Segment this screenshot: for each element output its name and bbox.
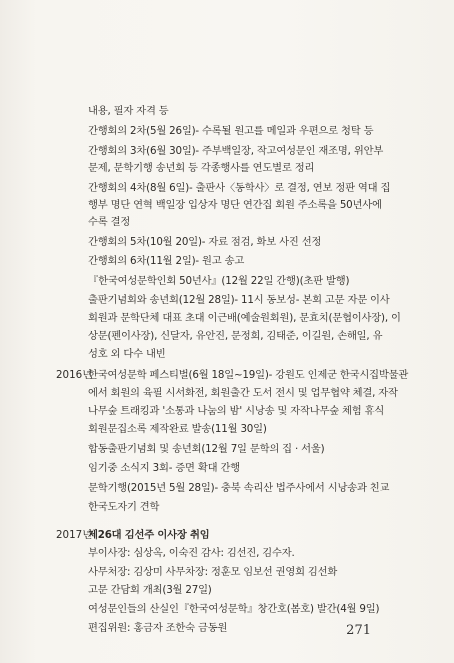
text-line: 간행회의 4차(8월 6일)- 출판사〈동학사〉로 결정, 연보 정판 역대 집 (88, 182, 391, 194)
text-line: 상문(펜이사장), 신달자, 유안진, 문정희, 김태준, 이길원, 손해일, 유 (88, 330, 383, 342)
text-line: 한국여성문학 페스티벌(6월 18일~19일)- 강원도 인제군 한국시집박물관 (88, 369, 409, 381)
text-line: 합동출판기념회 및 송년회(12월 7일 문학의 집 · 서울) (88, 443, 325, 455)
text-line: 회원과 문학단체 대표 초대 이근배(예술원회원), 문효치(문협이사장), 이 (88, 312, 401, 324)
text-line: 에서 회원의 육필 시서화전, 회원출간 도서 전시 및 업무협약 체결, 자작 (88, 387, 398, 399)
text-line: 간행회의 6차(11월 2일)- 원고 송고 (88, 255, 245, 267)
text-line: 고문 간담회 개최(3월 27일) (88, 584, 212, 596)
year-label-2017: 2017년 (56, 529, 93, 541)
text-line: 문제, 문학기행 송년회 등 각종행사를 연도별로 정리 (88, 162, 315, 174)
text-line: 성호 외 다수 내빈 (88, 348, 166, 360)
text-line: 여성문인들의 산실인『한국여성문학』창간호(봄호) 발간(4월 9일) (88, 603, 380, 615)
text-line: 사무처장: 김상미 사무차장: 정훈모 임보선 권영희 김선화 (88, 566, 338, 578)
text-line: 회원문집소록 제작완료 발송(11월 30일) (88, 423, 267, 435)
text-line: 임기중 소식지 3회- 증면 확대 간행 (88, 462, 240, 474)
year-label-2016: 2016년 (56, 369, 93, 381)
text-line: 『한국여성문학인회 50년사』(12월 22일 간행)(초판 발행) (88, 275, 350, 287)
text-line: 한국도자기 견학 (88, 501, 160, 513)
page-number: 271 (346, 623, 371, 638)
text-line: 수록 결정 (88, 216, 131, 228)
text-line: 편집위원: 홍금자 조한숙 금동원 (88, 622, 228, 634)
text-line: 출판기념회와 송년회(12월 28일)- 11시 동보성- 본회 고문 자문 이사 (88, 294, 390, 306)
text-line: 나무숲 트래킹과 '소통과 나눔의 밤' 시낭송 및 자작나무숲 체험 휴식 (88, 405, 385, 417)
text-line: 문학기행(2015년 5월 28일)- 충북 속리산 법주사에서 시낭송과 친교 (88, 482, 390, 494)
text-line: 행부 명단 연혁 백일장 입상자 명단 연간집 회원 주소록을 50년사에 (88, 199, 382, 211)
text-line: 부이사장: 심상옥, 이숙진 감사: 김선진, 김수자. (88, 547, 295, 559)
section-heading: 제26대 김선주 이사장 취임 (88, 529, 210, 541)
text-line: 간행회의 2차(5월 26일)- 수록될 원고를 메일과 우편으로 청탁 등 (88, 125, 374, 137)
text-line: 간행회의 3차(6월 30일)- 주부백일장, 작고여성문인 재조명, 위안부 (88, 145, 384, 157)
text-line: 간행회의 5차(10월 20일)- 자료 점검, 화보 사진 선정 (88, 236, 322, 248)
text-line: 내용, 필자 자격 등 (88, 105, 169, 117)
